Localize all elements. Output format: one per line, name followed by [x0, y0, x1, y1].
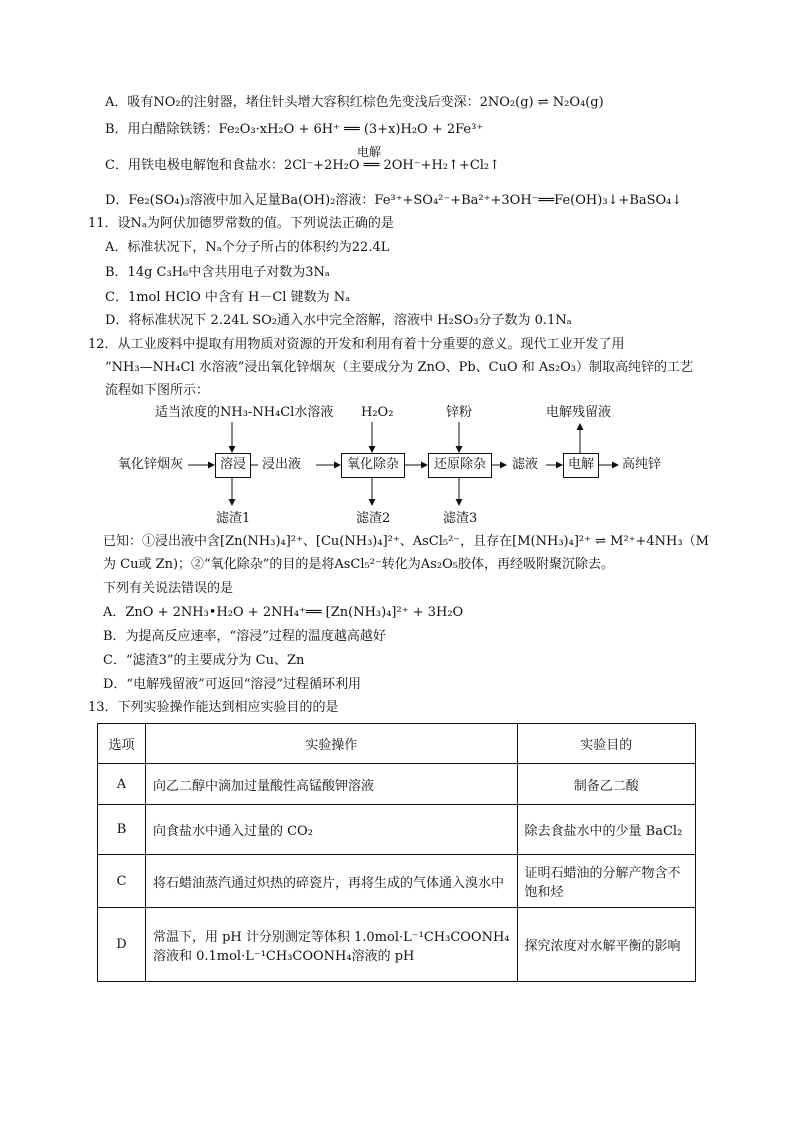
q11-option-a: A．标准状况下，Nₐ个分子所占的体积约为22.4L [105, 240, 390, 255]
row-c-option: C [98, 855, 146, 908]
row-a-option: A [98, 764, 146, 805]
row-d-operation: 常温下，用 pH 计分别测定等体积 1.0mol·L⁻¹CH₃COONH₄溶液和 0.1mol·L⁻¹CH₃COONH₄溶液的 pH [145, 908, 517, 982]
flow-box-oxidation: 氧化除杂 [341, 453, 405, 478]
q10-option-d: D．Fe₂(SO₄)₃溶液中加入足量Ba(OH)₂溶液：Fe³⁺+SO₄²⁻+Ba²⁺+3OH⁻══Fe(OH)₃↓+BaSO₄↓ [105, 193, 683, 208]
flow-residue-3: 滤渣3 [443, 511, 478, 526]
flow-residue-1: 滤渣1 [216, 511, 251, 526]
row-b-purpose: 除去食盐水中的少量 BaCl₂ [517, 805, 695, 855]
table-row [98, 805, 696, 855]
q12-option-a: A．ZnO + 2NH₃•H₂O + 2NH₄⁺══ [Zn(NH₃)₄]²⁺ + 3H₂O [103, 605, 464, 620]
q12-known-line2: 为 Cu或 Zn)；②“氧化除杂”的目的是将AsCl₅²⁻转化为As₂O₅胶体，再经吸附聚沉除去。 [103, 557, 614, 572]
flow-electrolysis-residue: 电解残留液 [546, 405, 612, 420]
flow-box-reduction: 还原除杂 [428, 453, 492, 478]
header-operation: 实验操作 [145, 724, 517, 764]
q11-option-d: D．将标准状况下 2.24L SO₂通入水中完全溶解，溶液中 H₂SO₃分子数为 0.1Nₐ [105, 313, 572, 328]
flow-product: 高纯锌 [622, 457, 662, 472]
row-b-option: B [98, 805, 146, 855]
table-row [98, 855, 696, 908]
q12-known-line1: 已知：①浸出液中含[Zn(NH₃)₄]²⁺、[Cu(NH₃)₄]²⁺、AsCl₅²⁻，且存在[M(NH₃)₄]²⁺ ⇌ M²⁺+4NH₃（M [103, 534, 709, 549]
q10-electrolysis-condition: 电解 [357, 145, 382, 159]
q11-stem: 11．设Nₐ为阿伏加德罗常数的值。下列说法正确的是 [88, 216, 394, 231]
flow-reagent-zinc-powder: 锌粉 [446, 405, 473, 420]
row-a-purpose: 制备乙二酸 [517, 764, 695, 805]
q12-stem-line2: “NH₃—NH₄Cl 水溶液”浸出氧化锌烟灰（主要成分为 ZnO、Pb、CuO 和 As₂O₃）制取高纯锌的工艺 [105, 360, 694, 375]
q12-option-d: D．“电解残留液”可返回“溶浸”过程循环利用 [103, 677, 362, 692]
flow-box-leaching: 溶浸 [215, 453, 251, 478]
table-row [98, 908, 696, 982]
flow-start-material: 氧化锌烟灰 [118, 457, 184, 472]
flow-box-electrolysis: 电解 [563, 453, 599, 478]
row-c-purpose: 证明石蜡油的分解产物含不饱和烃 [517, 855, 695, 908]
q12-option-c: C．“滤渣3”的主要成分为 Cu、Zn [103, 653, 305, 668]
q12-ask: 下列有关说法错误的是 [103, 581, 234, 596]
flow-leachate: 浸出液 [262, 457, 302, 472]
flow-reagent-h2o2: H₂O₂ [361, 405, 394, 420]
row-d-option: D [98, 908, 146, 982]
q12-stem-line1: 12．从工业废料中提取有用物质对资源的开发和利用有着十分重要的意义。现代工业开发了用 [88, 337, 625, 352]
q13-stem: 13．下列实验操作能达到相应实验目的的是 [88, 700, 339, 715]
q12-option-b: B．为提高反应速率，“溶浸”过程的温度越高越好 [103, 629, 386, 644]
row-b-operation: 向食盐水中通入过量的 CO₂ [145, 805, 517, 855]
q11-option-c: C．1mol HClO 中含有 H－Cl 键数为 Nₐ [105, 290, 351, 305]
row-d-purpose: 探究浓度对水解平衡的影响 [517, 908, 695, 982]
row-a-operation: 向乙二醇中滴加过量酸性高锰酸钾溶液 [145, 764, 517, 805]
q11-option-b: B．14g C₃H₆中含共用电子对数为3Nₐ [105, 265, 330, 280]
q12-stem-line3: 流程如下图所示： [105, 383, 210, 398]
header-option: 选项 [98, 724, 146, 764]
table-header-row [98, 724, 696, 764]
q10-option-b: B．用白醋除铁锈：Fe₂O₃·xH₂O + 6H⁺ ══ (3+x)H₂O + 2Fe³⁺ [105, 122, 484, 137]
flow-reagent-nh3-nh4cl: 适当浓度的NH₃-NH₄Cl水溶液 [155, 405, 334, 420]
table-row [98, 764, 696, 805]
q13-table [97, 723, 696, 982]
q10-option-a: A．吸有NO₂的注射器，堵住针头增大容积红棕色先变浅后变深：2NO₂(g) ⇌ N₂O₄(g) [105, 95, 604, 110]
header-purpose: 实验目的 [517, 724, 695, 764]
row-c-operation: 将石蜡油蒸汽通过炽热的碎瓷片，再将生成的气体通入溴水中 [145, 855, 517, 908]
flow-filtrate: 滤液 [512, 457, 539, 472]
flow-residue-2: 滤渣2 [356, 511, 391, 526]
q10-option-c: C．用铁电极电解饱和食盐水：2Cl⁻+2H₂O ══ 2OH⁻+H₂↑+Cl₂↑ [105, 158, 501, 173]
